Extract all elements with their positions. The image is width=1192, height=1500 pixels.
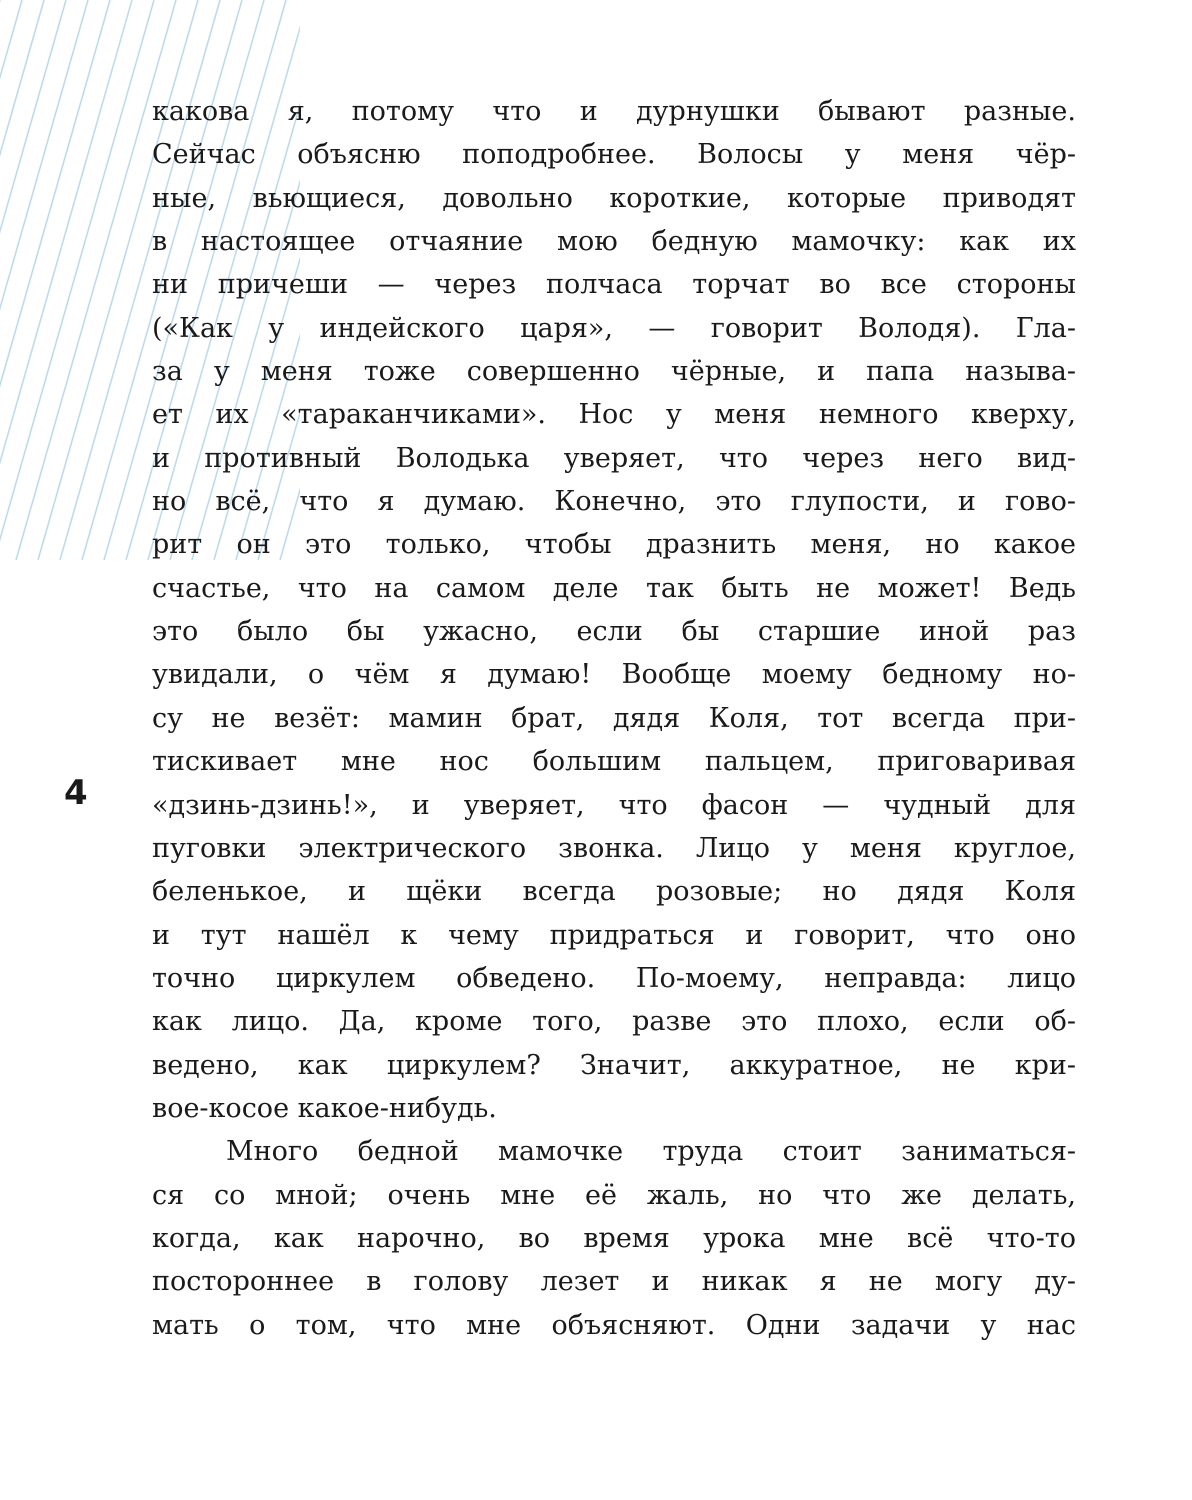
text-line: пуговки электрического звонка. Лицо у меня круглое, xyxy=(152,832,1076,864)
text-line: но всё, что я думаю. Конечно, это глупости, и гово- xyxy=(152,486,1076,518)
text-line: и противный Володька уверяет, что через него вид- xyxy=(152,442,1076,474)
text-line: за у меня тоже совершенно чёрные, и папа называ- xyxy=(152,356,1076,388)
text-line: вое-косое какое-нибудь. xyxy=(152,1092,497,1124)
hatch-line xyxy=(0,0,44,560)
text-line: и тут нашёл к чему придраться и говорит, что оно xyxy=(152,919,1076,951)
page-number: 4 xyxy=(64,773,88,813)
hatch-line xyxy=(0,0,154,560)
text-line: беленькое, и щёки всегда розовые; но дядя Коля xyxy=(152,876,1076,908)
text-line: Сейчас объясню поподробнее. Волосы у меня чёр- xyxy=(152,139,1076,171)
text-line: увидали, о чём я думаю! Вообще моему бедному но- xyxy=(152,659,1076,691)
hatch-line xyxy=(0,0,66,560)
text-line: «дзинь-дзинь!», и уверяет, что фасон — чудный для xyxy=(152,789,1076,821)
text-line: («Как у индейского царя», — говорит Володя). Гла- xyxy=(152,312,1076,344)
text-line: точно циркулем обведено. По-моему, неправда: лицо xyxy=(152,962,1076,994)
text-line: ные, вьющиеся, довольно короткие, которые приводят xyxy=(152,182,1076,214)
text-line: ет их «тараканчиками». Нос у меня немного кверху, xyxy=(152,399,1076,431)
text-line: счастье, что на самом деле так быть не может! Ведь xyxy=(152,572,1076,604)
text-line: мать о том, что мне объясняют. Одни задачи у нас xyxy=(152,1309,1076,1341)
text-line: тискивает мне нос большим пальцем, приговаривая xyxy=(152,746,1076,778)
text-line: это было бы ужасно, если бы старшие иной раз xyxy=(152,616,1076,648)
text-line: ведено, как циркулем? Значит, аккуратное, не кри- xyxy=(152,1049,1076,1081)
text-line: су не везёт: мамин брат, дядя Коля, тот всегда при- xyxy=(152,702,1076,734)
text-line: когда, как нарочно, во время урока мне всё что-то xyxy=(152,1222,1076,1254)
text-line: рит он это только, чтобы дразнить меня, но какое xyxy=(152,529,1076,561)
text-line-paragraph-start: Много бедной мамочке труда стоит заниматься- xyxy=(226,1136,1076,1168)
text-line: постороннее в голову лезет и никак я не могу ду- xyxy=(152,1266,1076,1298)
text-line: ни причеши — через полчаса торчат во все стороны xyxy=(152,269,1076,301)
hatch-line xyxy=(0,0,110,560)
text-line: в настоящее отчаяние мою бедную мамочку: как их xyxy=(152,226,1076,258)
text-line: ся со мной; очень мне её жаль, но что же делать, xyxy=(152,1179,1076,1211)
text-line: какова я, потому что и дурнушки бывают разные. xyxy=(152,96,1076,127)
text-body xyxy=(152,90,1076,1347)
text-line: как лицо. Да, кроме того, разве это плохо, если об- xyxy=(152,1006,1076,1038)
